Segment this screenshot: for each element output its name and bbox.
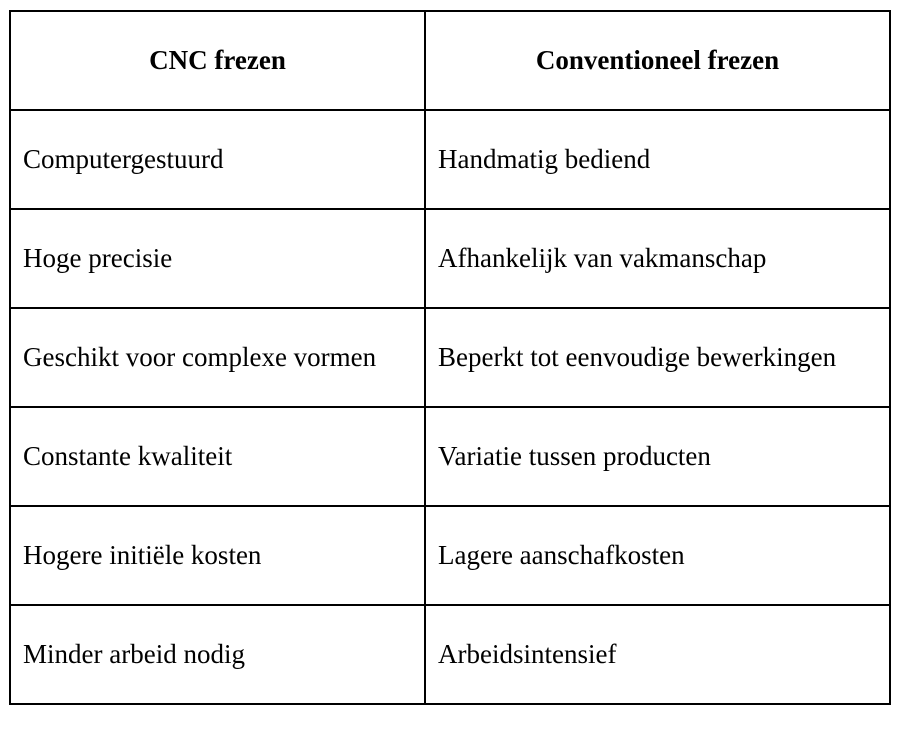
table-cell-conventional: Lagere aanschafkosten <box>425 506 890 605</box>
table-cell-cnc: Hogere initiële kosten <box>10 506 425 605</box>
table-cell-cnc: Geschikt voor complexe vormen <box>10 308 425 407</box>
table-row <box>10 308 890 407</box>
table-row <box>10 209 890 308</box>
table-row <box>10 407 890 506</box>
header-row <box>10 11 890 110</box>
table-cell-conventional: Arbeidsintensief <box>425 605 890 704</box>
table-cell-cnc: Hoge precisie <box>10 209 425 308</box>
table-row <box>10 110 890 209</box>
table-cell-conventional: Handmatig bediend <box>425 110 890 209</box>
table-cell-conventional: Afhankelijk van vakmanschap <box>425 209 890 308</box>
header-cnc-frezen: CNC frezen <box>10 11 425 110</box>
table-row <box>10 506 890 605</box>
table-row <box>10 605 890 704</box>
table-cell-conventional: Variatie tussen producten <box>425 407 890 506</box>
table-cell-cnc: Computergestuurd <box>10 110 425 209</box>
table-cell-cnc: Constante kwaliteit <box>10 407 425 506</box>
header-conventioneel-frezen: Conventioneel frezen <box>425 11 890 110</box>
table-cell-cnc: Minder arbeid nodig <box>10 605 425 704</box>
comparison-table <box>9 10 891 705</box>
table-cell-conventional: Beperkt tot eenvoudige bewerkingen <box>425 308 890 407</box>
